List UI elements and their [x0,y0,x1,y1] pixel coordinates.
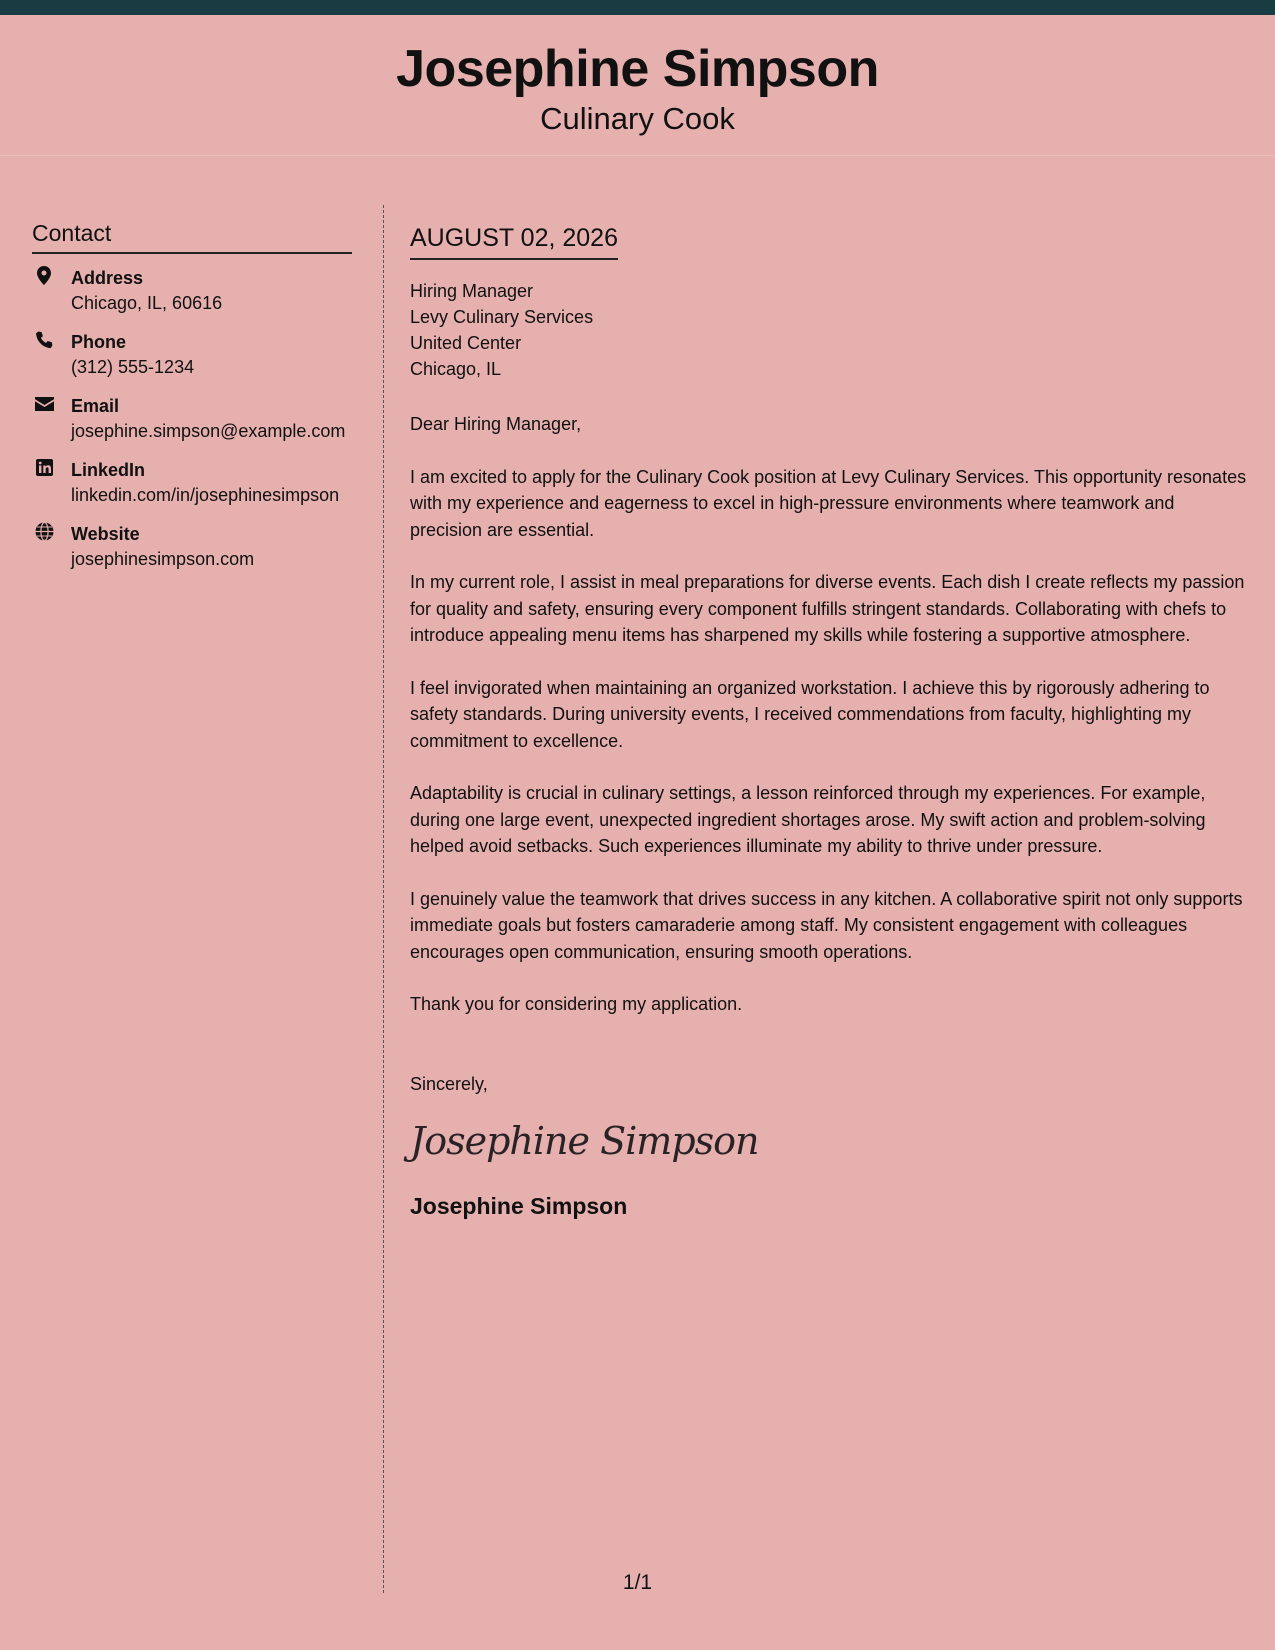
recipient-line: Levy Culinary Services [410,307,594,327]
contact-sidebar [32,220,352,586]
contact-item-phone [32,330,352,380]
body-paragraph: Adaptability is crucial in culinary settings, a lesson reinforced through my experiences. For example, during one large event, unexpected ingredient shortages arose. My swift action and problem-solving helped avoid setbacks. Such experiences illuminate my ability to thrive under pressure. [410,783,1206,856]
body-paragraph: I am excited to apply for the Culinary Cook position at Levy Culinary Services. This opportunity resonates with my experience and eagerness to excel in high-pressure environments where teamwork and precision are essential. [410,466,1247,540]
envelope-icon [34,394,54,414]
contact-label-email: Email [71,395,120,416]
recipient-line: Chicago, IL [410,359,502,379]
recipient-line: Hiring Manager [410,281,534,301]
contact-value-address: Chicago, IL, 60616 [71,292,223,313]
contact-label-phone: Phone [71,331,127,352]
contact-label-website: Website [71,523,140,544]
body-paragraph: In my current role, I assist in meal preparations for diverse events. Each dish I create reflects my passion for quality and safety, ensuring every component fulfills stringent standards. Collaborating with chefs to introduce appealing menu items has sharpened my skills while fostering a supportive atmosphere. [410,572,1245,645]
contact-item-email [32,394,352,444]
phone-icon [34,330,54,350]
top-accent-bar [0,0,1275,15]
closing: Sincerely, [410,1073,488,1094]
salutation: Dear Hiring Manager, [410,414,582,434]
page-number: 1/1 [622,1571,653,1594]
contact-value-email: josephine.simpson@example.com [71,420,346,441]
globe-icon [34,522,54,542]
letter-header [0,15,1275,156]
contact-label-address: Address [71,267,144,288]
job-title: Culinary Cook [540,101,735,136]
contact-item-linkedin [32,458,352,508]
contact-value-website: josephinesimpson.com [71,548,255,569]
recipient-block [410,278,1250,382]
contact-value-linkedin: linkedin.com/in/josephinesimpson [71,484,340,505]
letter-body [410,222,1250,1221]
letter-date: AUGUST 02, 2026 [410,222,618,260]
contact-item-address [32,266,352,316]
body-paragraph: I genuinely value the teamwork that drives success in any kitchen. A collaborative spirit not only supports immediate goals but fosters camaraderie among staff. My consistent engagement with colleagues encourages open communication, ensuring smooth operations. [410,888,1243,962]
contact-label-linkedin: LinkedIn [71,459,146,480]
linkedin-icon [34,458,54,478]
contact-heading: Contact [32,220,352,254]
handwritten-signature: Josephine Simpson [410,1119,759,1163]
signer-name: Josephine Simpson [410,1193,628,1219]
contact-item-website [32,522,352,572]
recipient-line: United Center [410,333,522,353]
body-paragraph: I feel invigorated when maintaining an organized workstation. I achieve this by rigorously adhering to safety standards. During university events, I received commendations from faculty, highlighting my commitment to excellence. [410,677,1210,751]
closing-paragraph: Thank you for considering my application. [410,994,743,1014]
contact-value-phone: (312) 555-1234 [71,356,195,377]
map-pin-icon [34,266,54,286]
column-divider [383,205,384,1593]
applicant-name: Josephine Simpson [396,40,879,98]
